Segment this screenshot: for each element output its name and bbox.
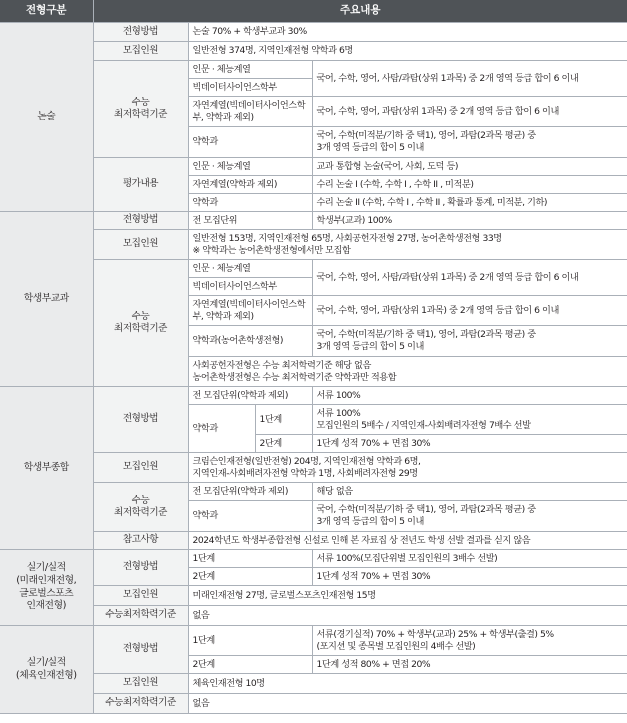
practical-global-stage-value: 1단계 성적 70% + 면접 30% — [312, 568, 627, 586]
practical-global-quota-label: 모집인원 — [93, 586, 188, 606]
comprehensive-min-value: 국어, 수학(미적분/기하 중 택1), 영어, 과탐(2과목 평균) 중 3개 영역 등급의 합이 5 이내 — [312, 501, 627, 532]
practical-pe-stage-value: 1단계 성적 80% + 면접 20% — [312, 656, 627, 674]
school-record-min-major: 자연계열(빅데이터사이언스학부, 약학과 제외) — [188, 296, 312, 326]
essay-min-criteria: 국어, 수학(미적분/기하 중 택1), 영어, 과탐(2과목 평균) 중 3개 영역 등급의 합이 5 이내 — [312, 127, 627, 158]
table-row — [0, 586, 627, 606]
essay-eval-value: 수리 논술 II (수학, 수학 I , 수학 II , 확률과 통계, 미적분, 기하) — [312, 194, 627, 212]
practical-global-stage-value: 서류 100%(모집단위별 모집인원의 3배수 선발) — [312, 550, 627, 568]
comprehensive-method-value: 서류 100% — [312, 387, 627, 405]
practical-global-minimum-value: 없음 — [188, 606, 627, 626]
comprehensive-method-stage: 2단계 — [255, 435, 312, 453]
school-record-min-note: 사회공헌자전형은 수능 최저학력기준 해당 없음 농어촌학생전형은 수능 최저학력기준 약학과만 적용함 — [188, 357, 627, 387]
comprehensive-method-label: 전형방법 — [93, 387, 188, 453]
table-row — [0, 606, 627, 626]
essay-min-major: 인문 · 체능계열 — [188, 61, 312, 79]
practical-global-minimum-label: 수능최저학력기준 — [93, 606, 188, 626]
comprehensive-ref-label: 참고사항 — [93, 532, 188, 550]
practical-pe-stage: 1단계 — [188, 626, 312, 656]
table-row — [0, 260, 627, 278]
table-row — [0, 453, 627, 483]
comprehensive-quota-value: 크림슨인재전형(일반전형) 204명, 지역인재전형 약학과 6명, 지역인재-사회배려자전형 약학과 1명, 사회배려자전형 29명 — [188, 453, 627, 483]
school-record-min-criteria: 국어, 수학, 영어, 과탐(상위 1과목) 중 2개 영역 등급 합이 6 이내 — [312, 296, 627, 326]
practical-pe-quota-value: 체육인재전형 10명 — [188, 674, 627, 694]
comprehensive-minimum-label: 수능 최저학력기준 — [93, 483, 188, 532]
table-row — [0, 674, 627, 694]
essay-method-label: 전형방법 — [93, 23, 188, 42]
school-record-method-label: 전형방법 — [93, 212, 188, 230]
practical-pe-type-cell: 실기/실적 (체육인재전형) — [0, 626, 93, 714]
table-row — [0, 61, 627, 79]
essay-eval-major: 자연계열(약학과 제외) — [188, 176, 312, 194]
essay-min-criteria: 국어, 수학, 영어, 과탐(상위 1과목) 중 2개 영역 등급 합이 6 이내 — [312, 97, 627, 127]
school-record-minimum-label: 수능 최저학력기준 — [93, 260, 188, 387]
school-record-min-criteria: 국어, 수학, 영어, 사탐/과탐(상위 1과목) 중 2개 영역 등급 합이 6 이내 — [312, 260, 627, 296]
comprehensive-method-stage-value: 1단계 성적 70% + 면접 30% — [312, 435, 627, 453]
essay-eval-label: 평가내용 — [93, 158, 188, 212]
essay-min-criteria: 국어, 수학, 영어, 사탐/과탐(상위 1과목) 중 2개 영역 등급 합이 6 이내 — [312, 61, 627, 97]
comprehensive-ref-value: 2024학년도 학생부종합전형 신설로 인해 본 자료집 상 전년도 학생 선발 결과를 싣지 않음 — [188, 532, 627, 550]
school-record-min-major: 인문 · 체능계열 — [188, 260, 312, 278]
comprehensive-method-stage: 1단계 — [255, 405, 312, 435]
school-record-type-cell: 학생부교과 — [0, 212, 93, 387]
essay-min-major: 빅데이터사이언스학부 — [188, 79, 312, 97]
practical-pe-method-label: 전형방법 — [93, 626, 188, 674]
practical-global-quota-value: 미래인재전형 27명, 글로벌스포츠인재전형 15명 — [188, 586, 627, 606]
practical-pe-quota-label: 모집인원 — [93, 674, 188, 694]
table-row — [0, 387, 627, 405]
practical-pe-minimum-label: 수능최저학력기준 — [93, 694, 188, 714]
table-row — [0, 158, 627, 176]
essay-quota-value: 일반전형 374명, 지역인재전형 약학과 6명 — [188, 42, 627, 61]
essay-type-cell: 논술 — [0, 23, 93, 212]
comprehensive-method-pharm: 약학과 — [188, 405, 255, 453]
table-row — [0, 212, 627, 230]
comprehensive-min-unit: 전 모집단위(약학과 제외) — [188, 483, 312, 501]
school-record-min-major: 약학과(농어촌학생전형) — [188, 326, 312, 357]
table-row — [0, 483, 627, 501]
essay-eval-value: 수리 논술 I (수학, 수학 I , 수학 II , 미적분) — [312, 176, 627, 194]
comprehensive-method-stage-value: 서류 100% 모집인원의 5배수 / 지역인재-사회배려자전형 7배수 선발 — [312, 405, 627, 435]
essay-minimum-label: 수능 최저학력기준 — [93, 61, 188, 158]
essay-min-major: 약학과 — [188, 127, 312, 158]
practical-pe-minimum-value: 없음 — [188, 694, 627, 714]
table-row — [0, 23, 627, 42]
practical-pe-stage: 2단계 — [188, 656, 312, 674]
practical-global-stage: 2단계 — [188, 568, 312, 586]
table-header-row — [0, 0, 627, 23]
header-content: 주요내용 — [93, 0, 627, 23]
school-record-quota-label: 모집인원 — [93, 230, 188, 260]
essay-eval-value: 교과 통합형 논술(국어, 사회, 도덕 등) — [312, 158, 627, 176]
school-record-method-unit: 전 모집단위 — [188, 212, 312, 230]
header-type: 전형구분 — [0, 0, 93, 23]
school-record-min-major: 빅데이터사이언스학부 — [188, 278, 312, 296]
comprehensive-type-cell: 학생부종합 — [0, 387, 93, 550]
essay-quota-label: 모집인원 — [93, 42, 188, 61]
practical-global-type-cell: 실기/실적 (미래인재전형, 글로벌스포츠 인재전형) — [0, 550, 93, 626]
table-row — [0, 230, 627, 260]
essay-min-major: 자연계열(빅데이터사이언스학부, 약학과 제외) — [188, 97, 312, 127]
school-record-quota-value: 일반전형 153명, 지역인재전형 65명, 사회공헌자전형 27명, 농어촌학생전형 33명 ※ 약학과는 농어촌학생전형에서만 모집함 — [188, 230, 627, 260]
essay-eval-major: 약학과 — [188, 194, 312, 212]
school-record-method-value: 학생부(교과) 100% — [312, 212, 627, 230]
table-row — [0, 694, 627, 714]
table-row — [0, 532, 627, 550]
table-row — [0, 550, 627, 568]
comprehensive-method-unit: 전 모집단위(약학과 제외) — [188, 387, 312, 405]
essay-method-value: 논술 70% + 학생부교과 30% — [188, 23, 627, 42]
practical-pe-stage-value: 서류(경기실적) 70% + 학생부(교과) 25% + 학생부(출결) 5% (포지션 및 종목별 모집인원의 4배수 선발) — [312, 626, 627, 656]
comprehensive-min-unit: 약학과 — [188, 501, 312, 532]
comprehensive-quota-label: 모집인원 — [93, 453, 188, 483]
table-row — [0, 42, 627, 61]
practical-global-stage: 1단계 — [188, 550, 312, 568]
practical-global-method-label: 전형방법 — [93, 550, 188, 586]
comprehensive-min-value: 해당 없음 — [312, 483, 627, 501]
essay-eval-major: 인문 · 체능계열 — [188, 158, 312, 176]
table-row — [0, 626, 627, 656]
school-record-min-criteria: 국어, 수학(미적분/기하 중 택1), 영어, 과탐(2과목 평균) 중 3개 영역 등급의 합이 5 이내 — [312, 326, 627, 357]
